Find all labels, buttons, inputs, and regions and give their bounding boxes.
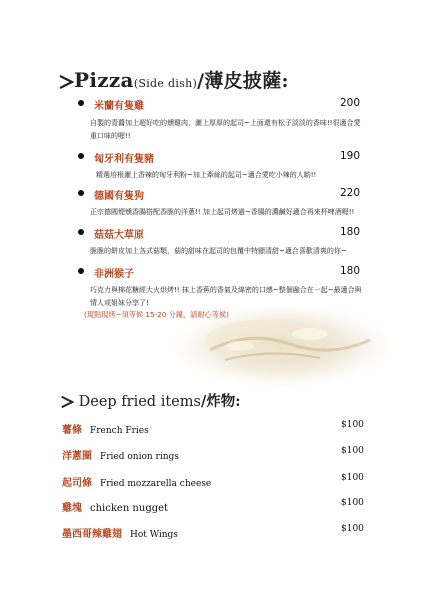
pizza-item-price: 190 — [340, 150, 361, 162]
fried-item-cn: 雞塊 — [62, 503, 82, 514]
fried-section-title — [60, 390, 241, 411]
fried-row — [62, 496, 168, 515]
bullet-icon — [78, 229, 84, 235]
fried-title-en: Deep fried items — [78, 394, 201, 410]
pizza-item-desc: 正宗德國煙燻香腸搭配香脆的洋蔥!! 加上起司烤過~香腸的濃鹹好適合再來杯啤酒喔!! — [90, 208, 355, 216]
pizza-item-price: 200 — [340, 97, 361, 109]
arrow-right-icon — [58, 74, 74, 90]
pizza-item-desc: 精選培根灑上香辣的匈牙利粉~加上牽絲的起司~適合愛吃小辣的人喲!! — [96, 171, 317, 179]
pizza-title-en: Pizza — [74, 68, 134, 92]
pizza-item-price: 180 — [340, 226, 361, 238]
fried-row — [62, 444, 179, 463]
bullet-icon — [78, 268, 84, 274]
fried-row — [62, 522, 178, 541]
arrow-right-icon — [60, 395, 74, 409]
fried-item-cn: 墨西哥辣雞翅 — [62, 529, 122, 540]
pizza-item-name: 米蘭有隻雞 — [94, 101, 144, 112]
pizza-title-sub: (Side dish) — [133, 77, 198, 90]
pizza-item-name: 非洲猴子 — [94, 269, 134, 280]
fried-item-price: $100 — [341, 498, 364, 508]
fried-row — [62, 418, 149, 437]
fried-title-cn: /炸物: — [200, 393, 241, 410]
fried-item-price: $100 — [341, 446, 364, 456]
fried-item-en: Hot Wings — [130, 530, 178, 540]
pizza-item-desc: 脆脆的餅皮加上各式菇類，菇的甜味在起司的包覆中特顯清甜~適合喜歡清爽的你~ — [90, 247, 347, 255]
pizza-item-name: 菇菇大草原 — [94, 230, 144, 241]
pizza-item-desc: 自製的青醬加上超好吃的燻雞肉，灑上厚厚的起司~上面還有松子淡淡的香味!!很適合愛重口味的喔!! — [90, 119, 361, 140]
bullet-icon — [78, 190, 84, 196]
pizza-section-title — [58, 66, 289, 93]
fried-item-price: $100 — [341, 420, 364, 430]
fried-item-en: French Fries — [90, 426, 149, 436]
pizza-item-desc: 巧克力與棉花糖經大火烘烤!! 抹上香蕉的香氣及綿密的口感~整個融合在一起~最適合與情人或姐妹分享了! — [90, 286, 362, 307]
fried-item-en: Fried mozzarella cheese — [100, 479, 212, 489]
pizza-item-price: 220 — [340, 187, 361, 199]
bullet-icon — [78, 100, 84, 106]
pizza-item-name: 德國有隻狗 — [94, 191, 144, 202]
pizza-title-cn: /薄皮披薩: — [197, 70, 289, 92]
fried-item-cn: 薯條 — [62, 425, 82, 436]
fried-item-cn: 洋蔥圈 — [62, 451, 92, 462]
fried-item-price: $100 — [341, 524, 364, 534]
fried-item-en: Fried onion rings — [100, 452, 179, 462]
fried-item-en: chicken nugget — [90, 503, 169, 514]
pizza-item-name: 匈牙利有隻豬 — [94, 154, 154, 165]
fried-item-price: $100 — [341, 473, 364, 483]
bullet-icon — [78, 153, 84, 159]
pizza-item-price: 180 — [340, 265, 361, 277]
fried-item-cn: 起司條 — [62, 478, 92, 489]
fried-row — [62, 471, 211, 490]
wait-time-note: (現點現烤~須等候 15-20 分鐘，請耐心等候) — [84, 310, 229, 319]
